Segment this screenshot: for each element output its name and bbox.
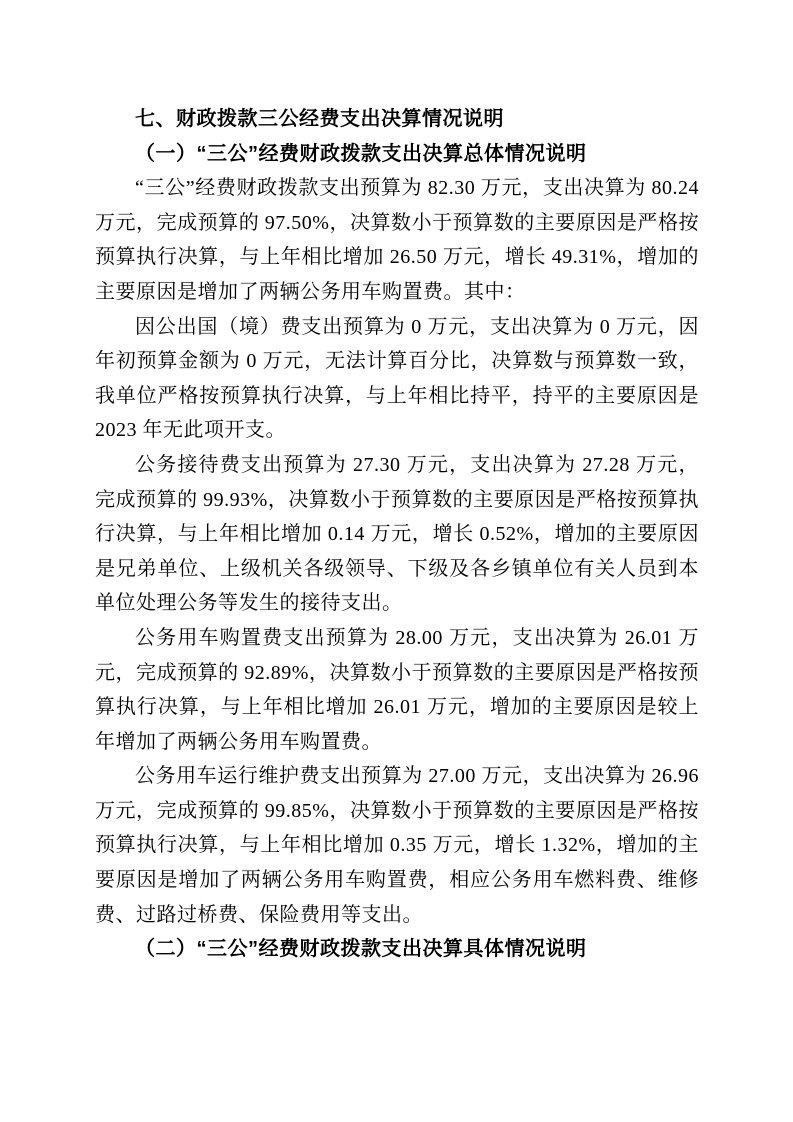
subsection-heading-specific-situation: （二）“三公”经费财政拨款支出决算具体情况说明 xyxy=(135,938,587,961)
paragraph-overall-summary: “三公”经费财政拨款支出预算为 82.30 万元，支出决算为 80.24 万元，完成预算的 97.50%，决算数小于预算数的主要原因是严格按预算执行决算，与上年相比增加 26.50 万元，增长 49.31%，增加的主要原因是增加了两辆公务用车购置费。其中： xyxy=(95,177,699,303)
document-body xyxy=(95,102,699,967)
paragraph-vehicle-operation-maintenance-expense: 公务用车运行维护费支出预算为 27.00 万元，支出决算为 26.96 万元，完成预算的 99.85%，决算数小于预算数的主要原因是严格按预算执行决算，与上年相比增加 0.35 万元，增长 1.32%，增加的主要原因是增加了两辆公务用车购置费，相应公务用车燃料费、维修费、过路过桥费、保险费用等支出。 xyxy=(95,765,699,926)
subsection-heading-overall-situation: （一）“三公”经费财政拨款支出决算总体情况说明 xyxy=(135,142,587,165)
section-heading-three-public-funds: 七、财政拨款三公经费支出决算情况说明 xyxy=(135,108,504,130)
paragraph-overseas-travel-expense: 因公出国（境）费支出预算为 0 万元，支出决算为 0 万元，因年初预算金额为 0 万元，无法计算百分比，决算数与预算数一致，我单位严格按预算执行决算，与上年相比持平，持平的主要原因是 2023 年无此项开支。 xyxy=(95,315,699,442)
paragraph-vehicle-purchase-expense: 公务用车购置费支出预算为 28.00 万元，支出决算为 26.01 万元，完成预算的 92.89%，决算数小于预算数的主要原因是严格按预算执行决算，与上年相比增加 26.01 万元，增加的主要原因是较上年增加了两辆公务用车购置费。 xyxy=(95,626,699,753)
paragraph-official-reception-expense: 公务接待费支出预算为 27.30 万元，支出决算为 27.28 万元，完成预算的 99.93%，决算数小于预算数的主要原因是严格按预算执行决算，与上年相比增加 0.14 万元，增长 0.52%，增加的主要原因是兄弟单位、上级机关各级领导、下级及各乡镇单位有关人员到本单位处理公务等发生的接待支出。 xyxy=(95,453,699,615)
